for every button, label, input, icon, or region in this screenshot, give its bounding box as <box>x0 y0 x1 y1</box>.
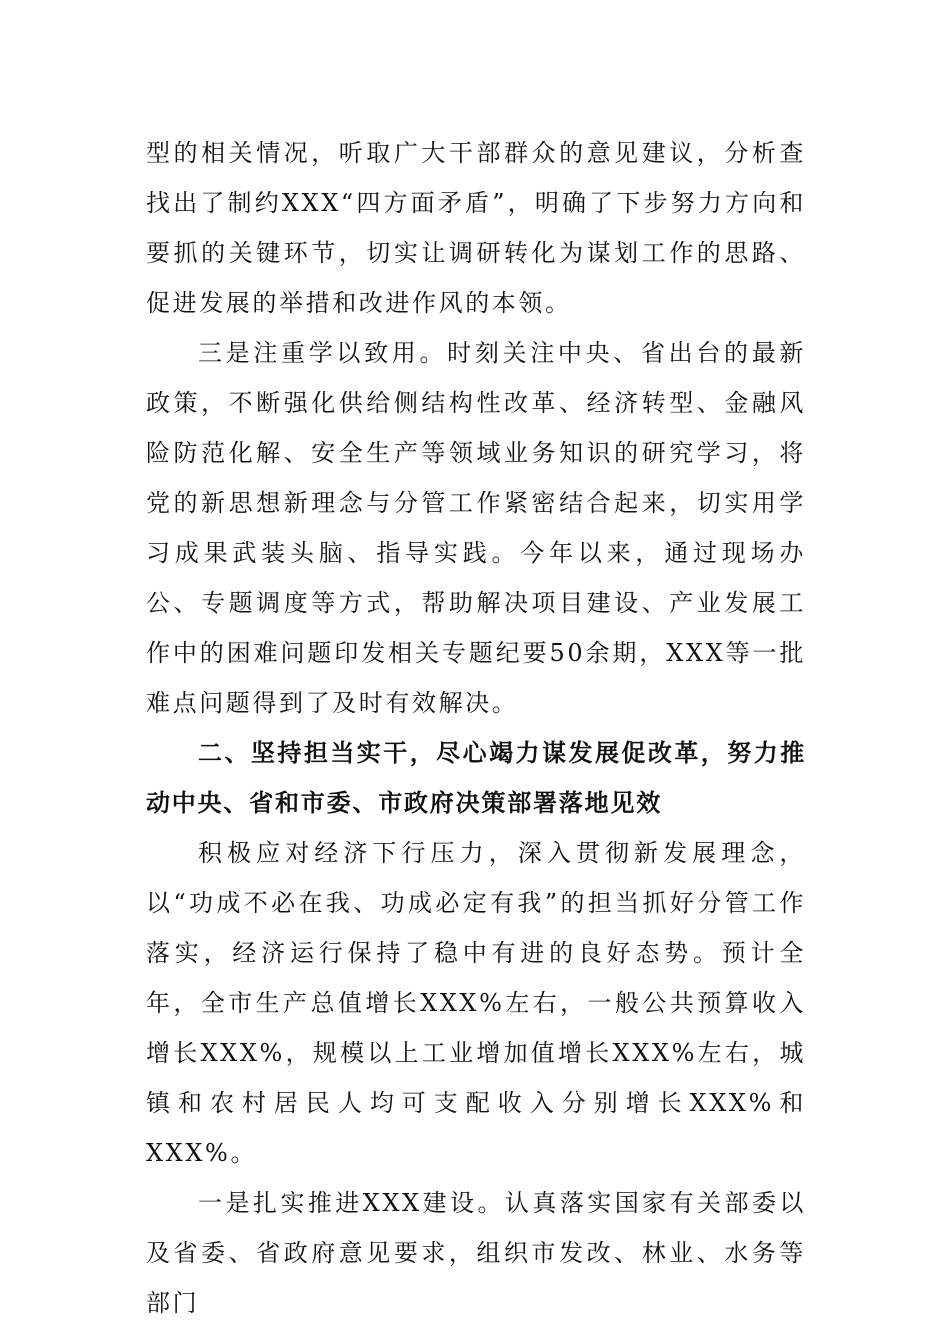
paragraph-economic-performance: 积极应对经济下行压力，深入贯彻新发展理念，以“功成不必在我、功成必定有我”的担当抓好分管工作落实，经济运行保持了稳中有进的良好态势。预计全年，全市生产总值增长XXX%左右，一般公共预算收入增长XXX%，规模以上工业增加值增长XXX%左右，城镇和农村居民人均可支配收入分别增长XXX%和XXX%。 <box>146 839 806 1167</box>
paragraph-research-continuation: 型的相关情况，听取广大干部群众的意见建议，分析查找出了制约XXX“四方面矛盾”，明确了下步努力方向和要抓的关键环节，切实让调研转化为谋划工作的思路、促进发展的举措和改进作风的本领。 <box>146 139 806 317</box>
paragraph-apply-learning: 三是注重学以致用。时刻关注中央、省出台的最新政策，不断强化供给侧结构性改革、经济转型、金融风险防范化解、安全生产等领域业务知识的研究学习，将党的新思想新理念与分管工作紧密结合起来，切实用学习成果武装头脑、指导实践。今年以来，通过现场办公、专题调度等方式，帮助解决项目建设、产业发展工作中的困难问题印发相关专题纪要50余期，XXX等一批难点问题得到了及时有效解决。 <box>146 339 806 717</box>
paragraph-construction: 一是扎实推进XXX建设。认真落实国家有关部委以及省委、省政府意见要求，组织市发改、林业、水务等部门 <box>146 1189 806 1317</box>
document-page <box>146 128 806 1328</box>
section-heading-two: 二、坚持担当实干，尽心竭力谋发展促改革，努力推动中央、省和市委、市政府决策部署落地见效 <box>146 739 806 817</box>
